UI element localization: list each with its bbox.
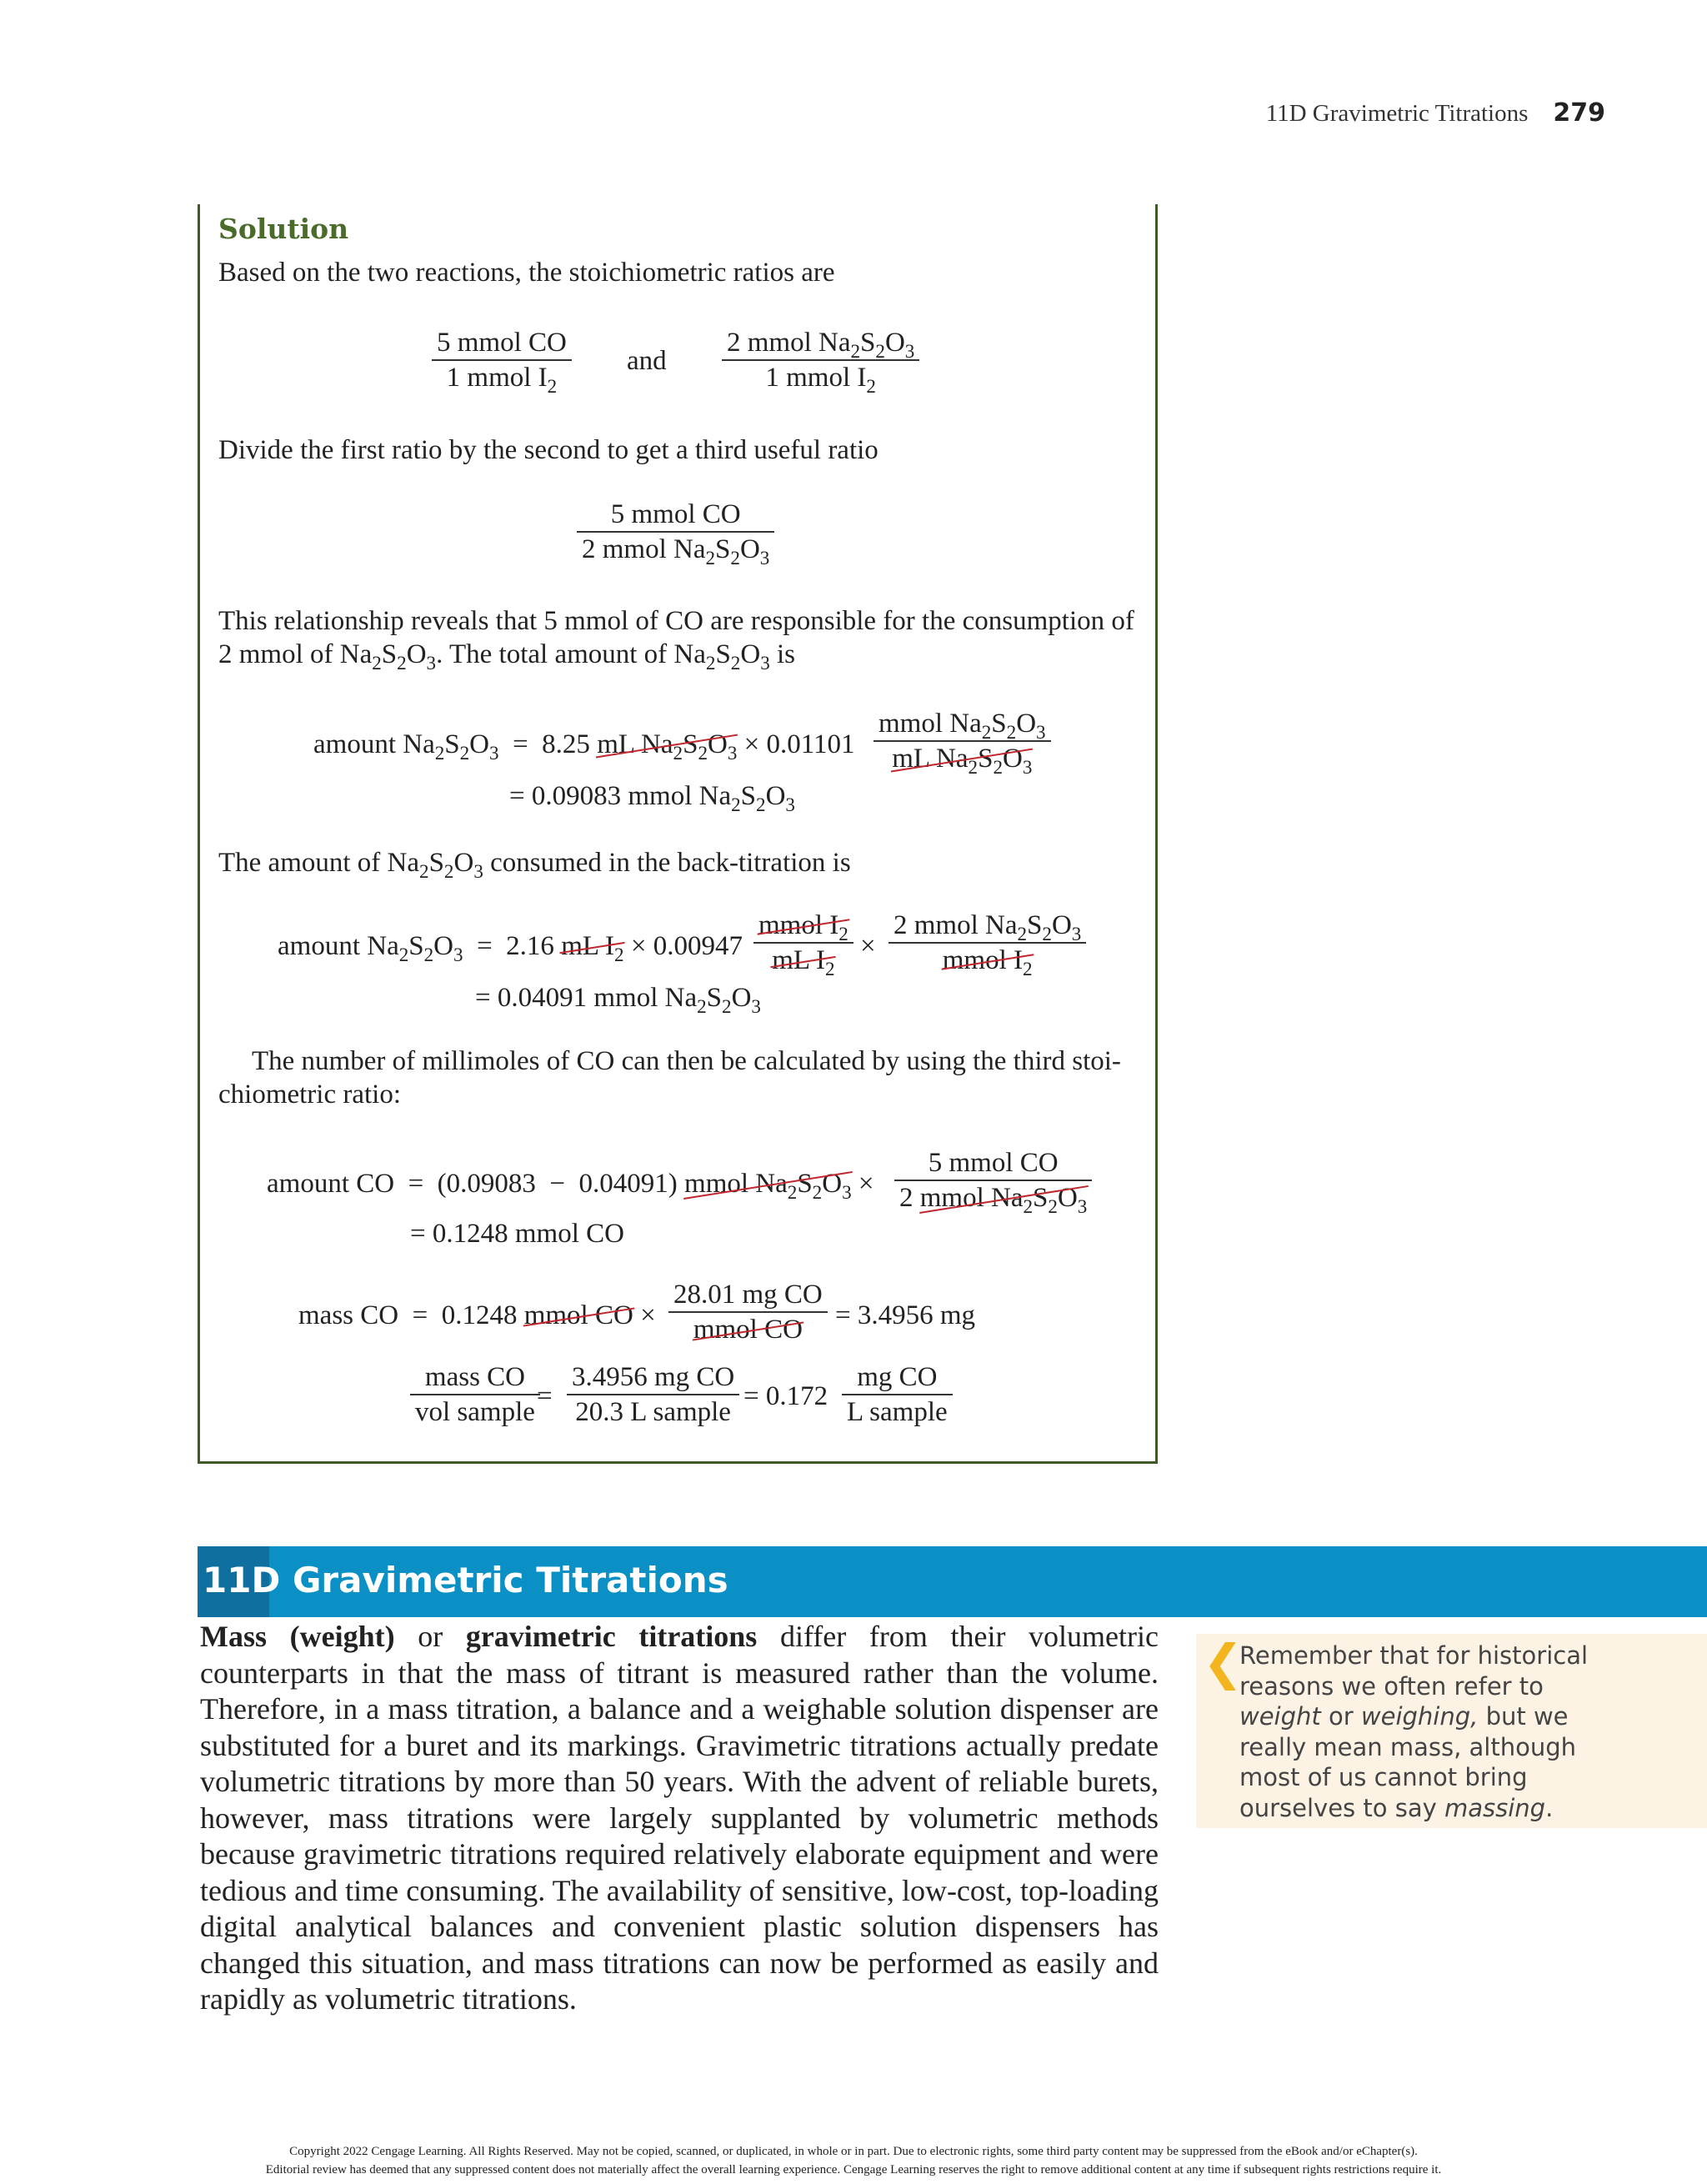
millimoles-line-1: The number of millimoles of CO can then be calculated by using the third stoi- xyxy=(252,1046,1121,1076)
back-titration-intro: The amount of $Na_2S_2O_3$ consumed in the back-titration is xyxy=(218,848,851,883)
total-thio-factor: mmol $Na_2S_2O_3$ mL $Na_2S_2O_3$ xyxy=(874,707,1051,775)
solution-heading: Solution xyxy=(218,213,349,245)
conc-value: = 0.172 xyxy=(743,1381,828,1411)
running-header xyxy=(1266,98,1605,128)
multiply-sign: × xyxy=(860,931,876,961)
section-number: 11D xyxy=(203,1560,281,1600)
footer-line-1: Copyright 2022 Cengage Learning. All Rights Reserved. May not be copied, scanned, or duplicated, in whole or in part. Due to electronic rights, some third party content may be suppressed from the eBook and/or eChapter(s). xyxy=(289,2145,1418,2158)
term-mass-weight: Mass (weight) xyxy=(200,1620,395,1653)
margin-note xyxy=(1196,1634,1707,1828)
solution-box xyxy=(198,204,1158,1464)
and-word: and xyxy=(627,346,667,376)
body-text: differ from their volumetric counterparts in that the mass of titrant is measured rather than the volume. Therefore, in a mass titration, a balance and a weighable solution dispenser are substituted for a buret and its markings. Gravimetric titrations actually predate volumetric titrations by more than 50 years. With the advent of reliable burets, however, mass titrations were largely supplanted by volumetric methods because gravimetric titrations required relatively elaborate equipment and were tedious and time consuming. The availability of sensitive, low-cost, top-loading digital analytical balances and convenient plastic solution dispensers has changed this situation, and mass titrations can now be performed as easily and rapidly as volumetric titrations. xyxy=(200,1620,1159,2016)
relationship-line-2: 2 mmol of $Na_2S_2O_3$. The total amount of $Na_2S_2O_3$ is xyxy=(218,639,795,674)
body-paragraph: Mass (weight) or gravimetric titrations differ from their volumetric counterparts in that the mass of titrant is measured rather than the volume. Therefore, in a mass titration, a balance and a weighable solution dispenser are substituted for a buret and its markings. Gravimetric titrations actually predate volumetric titrations by more than 50 years. With the advent of reliable burets, however, mass titrations were largely supplanted by volumetric methods because gravimetric titrations required relatively elaborate equipment and were tedious and time consuming. The availability of sensitive, low-cost, top-loading digital analytical balances and convenient plastic solution dispensers has changed this situation, and mass titrations can now be performed as easily and rapidly as volumetric titrations. xyxy=(200,1620,1159,2016)
conc-equals-1: = xyxy=(537,1381,553,1411)
amount-co-factor: 5 mmol CO 2 mmol $Na_2S_2O_3$ xyxy=(894,1146,1092,1215)
divide-text: Divide the first ratio by the second to get a third useful ratio xyxy=(218,435,879,465)
relationship-line-1: This relationship reveals that 5 mmol of CO are responsible for the consumption of xyxy=(218,606,1134,636)
section-title-label: Gravimetric Titrations xyxy=(292,1560,728,1600)
chevron-left-icon: ❮ xyxy=(1203,1634,1244,1691)
section-title xyxy=(203,1560,728,1600)
conc-units: mg CO L sample xyxy=(842,1360,953,1429)
mass-co-factor: 28.01 mg CO mmol CO xyxy=(668,1278,828,1346)
running-title: 11D Gravimetric Titrations xyxy=(1265,100,1529,127)
footer-line-2: Editorial review has deemed that any suppressed content does not materially affect the overall learning experience. Cengage Learning reserves the right to remove additional content at any time if subsequent rights restrictions require it. xyxy=(265,2163,1442,2176)
mass-co-equation: mass CO = 0.1248 mmol CO × xyxy=(298,1300,656,1330)
solution-intro: Based on the two reactions, the stoichiometric ratios are xyxy=(218,258,835,288)
millimoles-line-2: chiometric ratio: xyxy=(218,1079,401,1110)
page-number: 279 xyxy=(1553,98,1605,128)
total-thio-result: = 0.09083 mmol $Na_2S_2O_3$ xyxy=(509,781,795,816)
back-titration-equation: amount $Na_2S_2O_3 = 2.16$ mL $I_2 \times 0.00947$ xyxy=(278,931,743,966)
amount-co-result: = 0.1248 mmol CO xyxy=(410,1219,624,1249)
term-gravimetric-titrations: gravimetric titrations xyxy=(465,1620,758,1653)
margin-note-text: Remember that for historical reasons we often refer to weight or weighing, but we really mean mass, although most of us cannot bring ourselves to say massing. xyxy=(1239,1641,1589,1822)
conc-middle: 3.4956 mg CO 20.3 L sample xyxy=(567,1360,739,1429)
total-thio-equation: amount $Na_2S_2O_3 = 8.25$ mL $Na_2S_2O_3 \times 0.01101$ xyxy=(313,729,855,764)
third-ratio: 5 mmol CO 2 mmol $Na_2S_2O_3$ xyxy=(577,498,774,566)
copyright-footer xyxy=(0,2142,1707,2179)
amount-co-equation: amount CO = (0.09083 − 0.04091) mmol $Na_2S_2O_3$ × xyxy=(267,1169,874,1204)
back-titration-factor-1: mmol $I_2$ mL $I_2$ xyxy=(753,909,854,977)
back-titration-result: = 0.04091 mmol $Na_2S_2O_3$ xyxy=(475,983,761,1018)
ratio-thio-i2: 2 mmol $Na_2S_2O_3$ 1 mmol $I_2$ xyxy=(722,326,919,394)
conc-lhs: mass CO vol sample xyxy=(410,1360,540,1429)
ratio-co-i2: 5 mmol CO 1 mmol $I_2$ xyxy=(432,326,572,394)
back-titration-factor-2: 2 mmol $Na_2S_2O_3$ mmol $I_2$ xyxy=(889,909,1086,977)
section-header xyxy=(198,1546,1707,1617)
mass-co-result: = 3.4956 mg xyxy=(835,1300,976,1330)
